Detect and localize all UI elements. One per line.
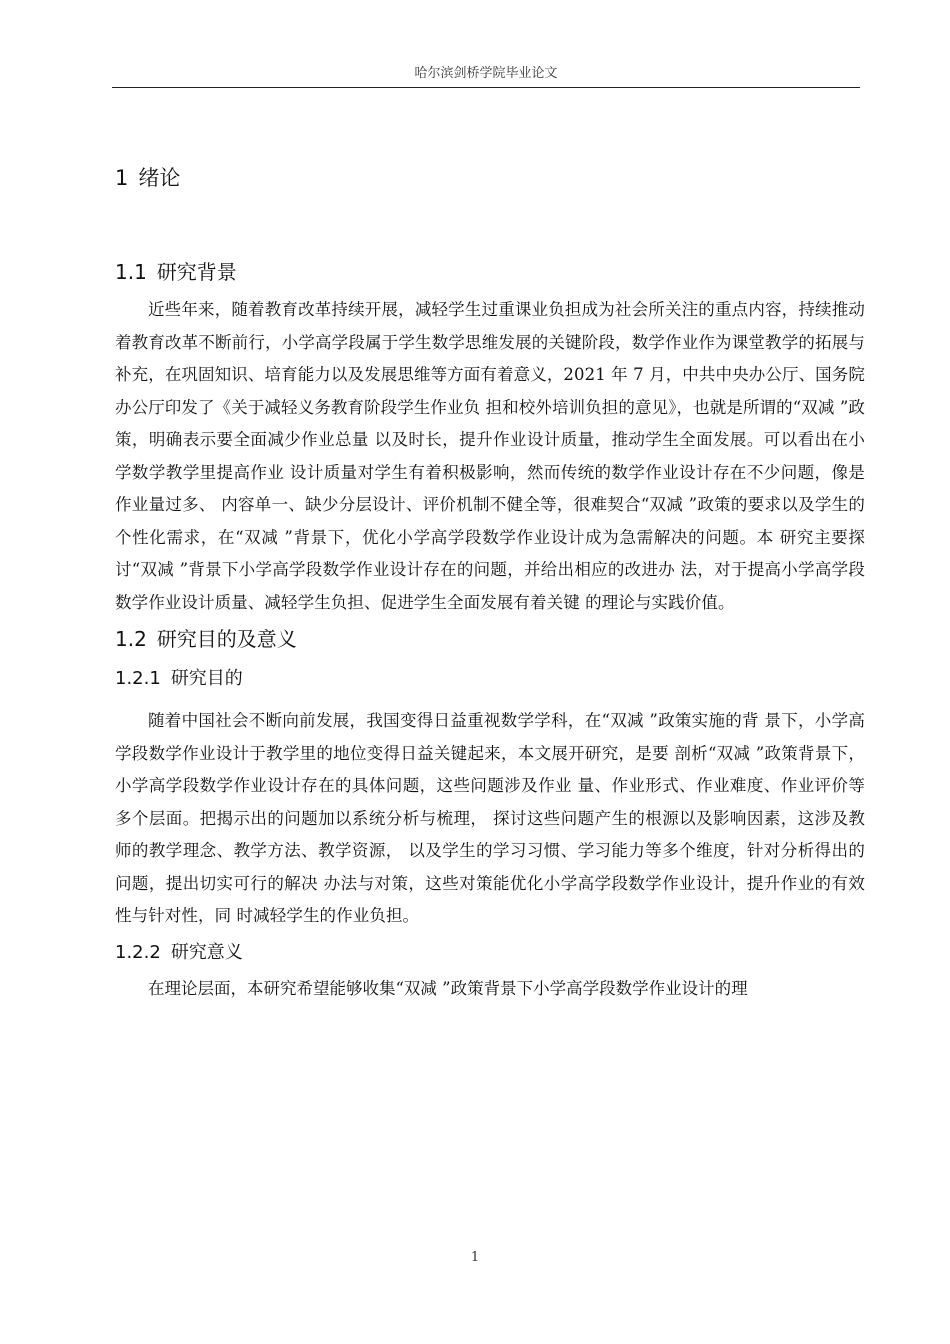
subsection-number: 1.2.1 — [115, 668, 161, 689]
subsection-title: 研究意义 — [170, 941, 243, 963]
page-number: 1 — [470, 1250, 480, 1265]
chapter-title: 绪论 — [138, 166, 181, 190]
paragraph-background: 近些年来，随着教育改革持续开展，减轻学生过重课业负担成为社会所关注的重点内容，持续推动着教育改革不断前行，小学高学段属于学生数学思维发展的关键阶段，数学作业作为课堂教学的拓展与补充，在巩固知识、培育能力以及发展思维等方面有着意义，2021 年 7 月，中共中央办公厅、国务院办公厅印发了《关于减轻义务教育阶段学生作业负 担和校外培训负担的意见》，也就是所谓的“双减 ”政策，明确表示要全面减少作业总量 以及时长，提升作业设计质量，推动学生全面发展。可以看出在小学数学教学里提高作业 设计质量对学生有着积极影响，然而传统的数学作业设计存在不少问题，像是作业量过多、 内容单一、缺少分层设计、评价机制不健全等，很难契合“双减 ”政策的要求以及学生的 个性化需求，在“双减 ”背景下，优化小学高学段数学作业设计成为急需解决的问题。本 研究主要探讨“双减 ”背景下小学高学段数学作业设计存在的问题，并给出相应的改进办 法，对于提高小学高学段数学作业设计质量、减轻学生负担、促进学生全面发展有着关键 的理论与实践价值。 — [115, 300, 865, 612]
paragraph-significance: 在理论层面，本研究希望能够收集“双减 ”政策背景下小学高学段数学作业设计的理 — [148, 978, 748, 998]
section-heading-1-2 — [115, 619, 865, 659]
running-header: 哈尔滨剑桥学院毕业论文 — [414, 66, 558, 81]
chapter-number: 1 — [115, 166, 129, 190]
header-divider — [112, 87, 860, 88]
subsection-number: 1.2.2 — [115, 941, 161, 963]
paragraph-purpose: 随着中国社会不断向前发展，我国变得日益重视数学学科，在“双减 ”政策实施的背 景下，小学高学段数学作业设计于教学里的地位变得日益关键起来，本文展开研究，是要 剖析“双减 ”政策背景下，小学高学段数学作业设计存在的具体问题，这些问题涉及作业 量、作业形式、作业难度、作业评价等多个层面。把揭示出的问题加以系统分析与梳理， 探讨这些问题产生的根源以及影响因素，这涉及教师的教学理念、教学方法、教学资源， 以及学生的学习习惯、学习能力等多个维度，针对分析得出的问题，提出切实可行的解决 办法与对策，这些对策能优化小学高学段数学作业设计，提升作业的有效性与针对性，同 时减轻学生的作业负担。 — [115, 711, 865, 925]
subsection-title: 研究目的 — [170, 668, 243, 689]
section-title: 研究背景 — [156, 260, 237, 284]
section-title: 研究目的及意义 — [156, 627, 297, 651]
section-heading-1-1 — [115, 252, 865, 292]
subsection-heading-1-2-2 — [115, 933, 865, 973]
document-body — [115, 160, 865, 999]
section-number: 1.1 — [115, 260, 147, 284]
subsection-heading-1-2-1 — [115, 659, 865, 699]
chapter-heading — [115, 160, 865, 196]
section-number: 1.2 — [115, 627, 147, 651]
